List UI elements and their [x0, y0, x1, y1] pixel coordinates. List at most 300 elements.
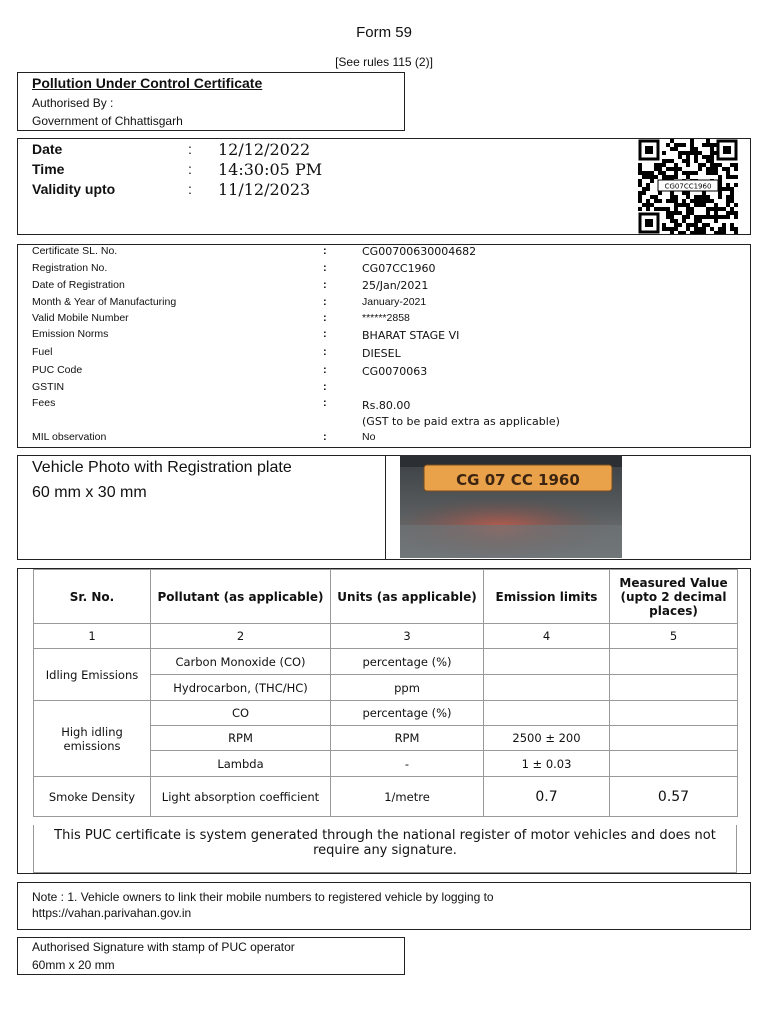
system-generated-note: This PUC certificate is system generated through the national register of motor vehicles and does not require any signature. — [33, 825, 737, 873]
note-text: Note : 1. Vehicle owners to link their mobile numbers to registered vehicle by logging to — [32, 890, 494, 904]
qr-module — [722, 215, 726, 219]
qr-module — [666, 175, 670, 179]
group-name: Idling Emissions — [34, 649, 151, 701]
qr-module — [690, 147, 694, 151]
qr-module — [706, 207, 710, 211]
emission-table — [33, 569, 738, 817]
qr-module — [734, 183, 738, 187]
qr-module — [710, 199, 714, 203]
qr-module — [686, 227, 690, 231]
limit-cell — [484, 701, 610, 726]
qr-module — [702, 227, 706, 231]
photo-frame — [385, 455, 752, 560]
qr-module — [730, 195, 734, 199]
qr-module — [730, 175, 734, 179]
detail-colon: : — [323, 279, 327, 291]
qr-module — [722, 227, 726, 231]
qr-module — [646, 171, 650, 175]
detail-row — [18, 262, 752, 278]
qr-module — [666, 143, 670, 147]
qr-module — [722, 223, 726, 227]
qr-module — [646, 175, 650, 179]
qr-module — [722, 231, 726, 234]
qr-module — [654, 199, 658, 203]
qr-module — [714, 215, 718, 219]
qr-module — [718, 231, 722, 234]
qr-module — [702, 199, 706, 203]
qr-module — [694, 147, 698, 151]
qr-module — [642, 203, 646, 207]
qr-module — [694, 215, 698, 219]
qr-module — [710, 171, 714, 175]
qr-module — [694, 151, 698, 155]
header-pollutant: Pollutant (as applicable) — [151, 570, 331, 624]
qr-module — [686, 207, 690, 211]
measured-cell — [610, 675, 738, 701]
emission-table-box — [17, 568, 751, 874]
detail-row — [18, 296, 752, 312]
qr-module — [718, 227, 722, 231]
detail-value: ******2858 — [362, 312, 410, 324]
detail-key: Valid Mobile Number — [32, 312, 129, 324]
qr-module — [714, 211, 718, 215]
detail-row — [18, 312, 752, 328]
qr-module — [698, 203, 702, 207]
qr-module — [670, 199, 674, 203]
measured-cell — [610, 701, 738, 726]
qr-module — [670, 215, 674, 219]
detail-row — [18, 414, 752, 430]
pollutant-cell: CO — [151, 701, 331, 726]
detail-row — [18, 431, 752, 447]
qr-module — [698, 163, 702, 167]
qr-module — [674, 143, 678, 147]
qr-module — [666, 211, 670, 215]
qr-module — [670, 195, 674, 199]
detail-key: Certificate SL. No. — [32, 245, 118, 257]
qr-module — [686, 223, 690, 227]
qr-module — [642, 187, 646, 191]
signature-size-label: 60mm x 20 mm — [32, 958, 115, 972]
qr-module — [682, 199, 686, 203]
qr-module — [682, 159, 686, 163]
qr-module — [642, 175, 646, 179]
qr-module — [690, 211, 694, 215]
qr-module — [682, 171, 686, 175]
qr-module — [654, 207, 658, 211]
qr-module — [734, 227, 738, 231]
qr-module — [650, 171, 654, 175]
qr-code-icon — [638, 139, 738, 234]
qr-module — [690, 143, 694, 147]
qr-module — [670, 231, 674, 234]
qr-module — [706, 143, 710, 147]
limit-cell: 2500 ± 200 — [484, 726, 610, 751]
qr-module — [702, 195, 706, 199]
qr-module — [734, 175, 738, 179]
qr-module — [734, 215, 738, 219]
qr-module — [674, 203, 678, 207]
qr-module — [734, 231, 738, 234]
detail-colon: : — [323, 397, 327, 409]
authority-box — [17, 72, 405, 131]
detail-row — [18, 364, 752, 380]
qr-module — [670, 167, 674, 171]
group-name: Smoke Density — [34, 777, 151, 817]
qr-module — [710, 227, 714, 231]
qr-module — [670, 175, 674, 179]
qr-module — [706, 155, 710, 159]
qr-module — [686, 155, 690, 159]
qr-module — [638, 183, 642, 187]
detail-value: CG0070063 — [362, 365, 428, 378]
qr-module — [714, 167, 718, 171]
qr-module — [718, 179, 722, 183]
qr-module — [690, 139, 694, 143]
qr-module — [690, 199, 694, 203]
qr-module — [718, 195, 722, 199]
qr-module — [658, 171, 662, 175]
measured-cell: 0.57 — [610, 777, 738, 817]
vahan-link[interactable]: https://vahan.parivahan.gov.in — [32, 906, 192, 920]
qr-module — [690, 223, 694, 227]
detail-colon: : — [323, 381, 327, 393]
qr-module — [674, 195, 678, 199]
qr-module — [702, 203, 706, 207]
qr-module — [674, 147, 678, 151]
date-colon: : — [188, 141, 192, 157]
qr-module — [670, 147, 674, 151]
qr-module — [706, 139, 710, 143]
header-emission-limits: Emission limits — [484, 570, 610, 624]
qr-module — [678, 223, 682, 227]
detail-key: Registration No. — [32, 262, 108, 274]
qr-module — [702, 155, 706, 159]
qr-module — [658, 163, 662, 167]
qr-module — [694, 195, 698, 199]
measured-cell — [610, 751, 738, 777]
qr-module — [638, 207, 642, 211]
detail-row — [18, 328, 752, 344]
pollutant-cell: Carbon Monoxide (CO) — [151, 649, 331, 675]
unit-cell: percentage (%) — [331, 649, 484, 675]
qr-module — [710, 151, 714, 155]
qr-module — [730, 211, 734, 215]
detail-key: PUC Code — [32, 364, 83, 376]
qr-module — [638, 167, 642, 171]
detail-value: CG07CC1960 — [362, 262, 436, 275]
qr-module — [718, 215, 722, 219]
qr-module — [734, 203, 738, 207]
qr-module — [690, 231, 694, 234]
detail-row — [18, 397, 752, 413]
qr-module — [682, 151, 686, 155]
qr-module — [726, 183, 730, 187]
qr-module — [690, 171, 694, 175]
qr-module — [710, 147, 714, 151]
qr-module — [698, 167, 702, 171]
qr-module — [646, 203, 650, 207]
detail-key: Month & Year of Manufacturing — [32, 296, 177, 308]
column-number: 3 — [331, 624, 484, 649]
qr-module — [706, 199, 710, 203]
detail-colon: : — [323, 431, 327, 443]
qr-module — [666, 227, 670, 231]
qr-module — [678, 143, 682, 147]
qr-module — [702, 215, 706, 219]
detail-value: CG00700630004682 — [362, 245, 477, 258]
detail-colon: : — [323, 296, 327, 308]
qr-module — [730, 199, 734, 203]
date-value: 12/12/2022 — [218, 140, 311, 159]
qr-module — [650, 203, 654, 207]
qr-module — [646, 183, 650, 187]
qr-module — [670, 227, 674, 231]
qr-module — [638, 163, 642, 167]
detail-row — [18, 381, 752, 397]
qr-module — [642, 191, 646, 195]
signature-label: Authorised Signature with stamp of PUC operator — [32, 940, 295, 954]
time-colon: : — [188, 161, 192, 177]
qr-module — [682, 231, 686, 234]
qr-module — [686, 191, 690, 195]
date-label: Date — [32, 141, 63, 157]
qr-module — [686, 203, 690, 207]
vehicle-photo-box — [17, 455, 751, 560]
detail-row — [18, 245, 752, 261]
detail-value: Rs.80.00 — [362, 399, 411, 412]
qr-module — [646, 207, 650, 211]
qr-module — [702, 143, 706, 147]
limit-cell: 0.7 — [484, 777, 610, 817]
qr-module — [674, 171, 678, 175]
validity-colon: : — [188, 181, 192, 197]
government-name: Government of Chhattisgarh — [32, 114, 183, 128]
qr-module — [706, 215, 710, 219]
qr-module — [638, 171, 642, 175]
detail-colon: : — [323, 364, 327, 376]
column-number: 5 — [610, 624, 738, 649]
limit-cell — [484, 649, 610, 675]
qr-module — [638, 195, 642, 199]
qr-module — [714, 219, 718, 223]
qr-module — [662, 223, 666, 227]
unit-cell: ppm — [331, 675, 484, 701]
qr-module — [666, 167, 670, 171]
qr-module — [706, 159, 710, 163]
validity-value: 11/12/2023 — [218, 180, 311, 199]
qr-module — [674, 223, 678, 227]
limit-cell — [484, 675, 610, 701]
qr-module — [662, 175, 666, 179]
qr-module — [682, 203, 686, 207]
detail-key: MIL observation — [32, 431, 107, 443]
qr-module — [638, 191, 642, 195]
detail-value: 25/Jan/2021 — [362, 279, 429, 292]
qr-module — [706, 211, 710, 215]
qr-module — [678, 155, 682, 159]
qr-module — [726, 175, 730, 179]
qr-module — [710, 163, 714, 167]
qr-module — [722, 187, 726, 191]
qr-module — [718, 175, 722, 179]
qr-module — [694, 171, 698, 175]
qr-module — [726, 187, 730, 191]
qr-module — [674, 227, 678, 231]
qr-module — [734, 211, 738, 215]
limit-cell: 1 ± 0.03 — [484, 751, 610, 777]
qr-module — [670, 159, 674, 163]
qr-module — [730, 223, 734, 227]
form-title: Form 59 — [356, 24, 412, 41]
qr-module — [734, 167, 738, 171]
qr-module — [718, 187, 722, 191]
detail-value: (GST to be paid extra as applicable) — [362, 415, 560, 428]
qr-module — [714, 207, 718, 211]
certificate-heading: Pollution Under Control Certificate — [32, 75, 263, 91]
qr-module — [730, 227, 734, 231]
qr-module — [714, 171, 718, 175]
qr-module — [662, 159, 666, 163]
qr-module — [690, 151, 694, 155]
unit-cell: percentage (%) — [331, 701, 484, 726]
qr-module — [714, 163, 718, 167]
signature-box — [17, 937, 405, 975]
qr-module — [662, 151, 666, 155]
table-header-row — [34, 570, 738, 624]
qr-module — [666, 199, 670, 203]
detail-colon: : — [323, 245, 327, 257]
qr-module — [686, 211, 690, 215]
detail-colon: : — [323, 346, 327, 358]
qr-module — [698, 219, 702, 223]
qr-module — [658, 167, 662, 171]
qr-module — [662, 207, 666, 211]
detail-colon: : — [323, 262, 327, 274]
detail-value: BHARAT STAGE VI — [362, 329, 460, 342]
table-row — [34, 777, 738, 817]
column-number: 1 — [34, 624, 151, 649]
qr-module — [662, 163, 666, 167]
note-box — [17, 882, 751, 930]
qr-module — [666, 207, 670, 211]
photo-size-label: 60 mm x 30 mm — [32, 484, 147, 501]
qr-module — [662, 227, 666, 231]
qr-module — [714, 203, 718, 207]
detail-value: DIESEL — [362, 347, 401, 360]
table-row — [34, 701, 738, 726]
qr-module — [706, 223, 710, 227]
unit-cell: RPM — [331, 726, 484, 751]
qr-module — [654, 163, 658, 167]
qr-module — [710, 155, 714, 159]
qr-module — [650, 179, 654, 183]
qr-module — [678, 167, 682, 171]
qr-module — [678, 151, 682, 155]
detail-key: Fuel — [32, 346, 53, 358]
qr-module — [674, 219, 678, 223]
qr-module — [638, 179, 642, 183]
qr-module — [658, 199, 662, 203]
qr-module — [730, 163, 734, 167]
qr-module — [726, 167, 730, 171]
qr-module — [702, 163, 706, 167]
qr-module — [694, 219, 698, 223]
measured-cell — [610, 649, 738, 675]
qr-module — [714, 231, 718, 234]
qr-module — [726, 195, 730, 199]
qr-module — [706, 167, 710, 171]
detail-row — [18, 279, 752, 295]
qr-module — [670, 191, 674, 195]
qr-module — [726, 203, 730, 207]
pollutant-cell: Light absorption coefficient — [151, 777, 331, 817]
qr-module — [686, 175, 690, 179]
qr-module — [686, 159, 690, 163]
qr-module — [678, 231, 682, 234]
qr-module — [670, 219, 674, 223]
detail-value: January-2021 — [362, 296, 427, 308]
detail-key: Date of Registration — [32, 279, 125, 291]
qr-module — [730, 191, 734, 195]
header-units: Units (as applicable) — [331, 570, 484, 624]
qr-module — [710, 215, 714, 219]
qr-module — [642, 171, 646, 175]
time-label: Time — [32, 161, 65, 177]
time-value: 14:30:05 PM — [218, 160, 323, 179]
qr-module — [682, 215, 686, 219]
pollutant-cell: Hydrocarbon, (THC/HC) — [151, 675, 331, 701]
qr-module — [698, 199, 702, 203]
qr-module — [710, 159, 714, 163]
photo-label: Vehicle Photo with Registration plate — [32, 459, 292, 476]
date-time-box — [17, 138, 751, 235]
qr-module — [726, 211, 730, 215]
table-row — [34, 624, 738, 649]
qr-module — [674, 199, 678, 203]
qr-module — [674, 175, 678, 179]
qr-module — [694, 159, 698, 163]
qr-module — [698, 215, 702, 219]
column-number: 4 — [484, 624, 610, 649]
qr-module — [702, 191, 706, 195]
qr-module — [718, 191, 722, 195]
qr-module — [706, 195, 710, 199]
qr-module — [686, 151, 690, 155]
qr-module — [722, 207, 726, 211]
group-name: High idling emissions — [34, 701, 151, 777]
qr-module — [710, 143, 714, 147]
qr-module — [670, 139, 674, 143]
qr-module — [730, 207, 734, 211]
detail-value: No — [362, 431, 376, 443]
qr-module — [654, 195, 658, 199]
qr-module — [694, 231, 698, 234]
qr-module — [650, 195, 654, 199]
qr-module — [694, 155, 698, 159]
qr-module — [674, 163, 678, 167]
qr-module — [734, 163, 738, 167]
qr-module — [654, 175, 658, 179]
qr-module — [674, 207, 678, 211]
qr-module — [674, 167, 678, 171]
qr-module — [726, 171, 730, 175]
unit-cell: 1/metre — [331, 777, 484, 817]
qr-module — [694, 227, 698, 231]
qr-module — [686, 215, 690, 219]
qr-module — [674, 211, 678, 215]
table-row — [34, 649, 738, 675]
